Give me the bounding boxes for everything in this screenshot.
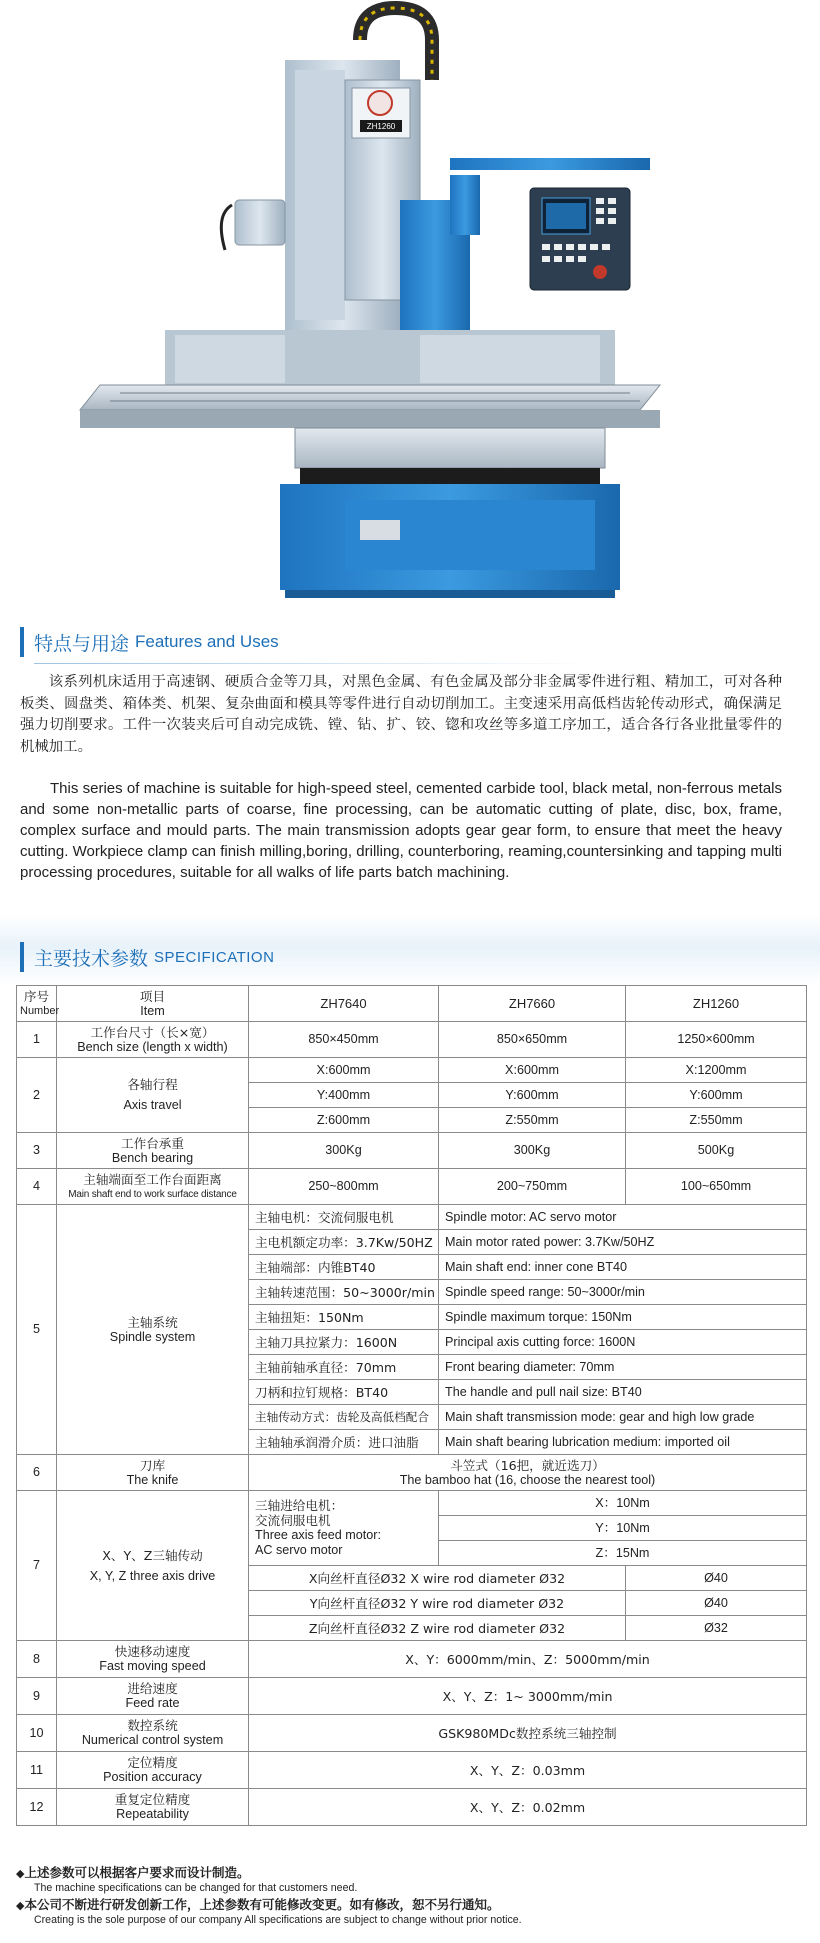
table-row (17, 1491, 807, 1516)
spindle-item-en: Main shaft transmission mode: gear and high low grade (439, 1405, 807, 1430)
row-number: 3 (17, 1133, 57, 1169)
cell-value: Y：10Nm (439, 1516, 807, 1541)
cell-value: X、Y、Z：0.03mm (249, 1752, 807, 1789)
spindle-item-en: Principal axis cutting force: 1600N (439, 1330, 807, 1355)
heading-underline (34, 663, 594, 664)
spindle-item-cn: 主电机额定功率：3.7Kw/50HZ (249, 1230, 439, 1255)
spindle-item-en: Spindle speed range: 50~3000r/min (439, 1280, 807, 1305)
features-title-en: Features and Uses (135, 632, 279, 651)
cell-value: Z：15Nm (439, 1541, 807, 1566)
features-text-en: This series of machine is suitable for high-speed steel, cemented carbide tool, black metal, non-ferrous metals and some non-metallic parts of coarse, fine processing, can be automatic cutting of plate, disc, box, frame, complex surface and mould parts. The main transmission adopts gear gear form, to ensure that meet the heavy cutting. Workpiece clamp can finish milling,boring, drilling, counterboring, reaming,countersinking and tapping multi processing procedures, suitable for all walks of life parts batch machining. (20, 780, 782, 881)
row-item: 定位精度 Position accuracy (57, 1752, 249, 1789)
cell-value: 850×450mm (249, 1022, 439, 1058)
spindle-item-en: Spindle maximum torque: 150Nm (439, 1305, 807, 1330)
row-number: 11 (17, 1752, 57, 1789)
spindle-item-cn: 主轴扭矩：150Nm (249, 1305, 439, 1330)
table-row (17, 1058, 807, 1083)
feed-motor-cell: 三轴进给电机： 交流伺服电机 Three axis feed motor: AC servo motor (249, 1491, 439, 1566)
header-model: ZH7660 (439, 986, 626, 1022)
spec-title-cn: 主要技术参数 (34, 947, 149, 970)
table-row (17, 1022, 807, 1058)
cell-value: X、Y：6000mm/min、Z：5000mm/min (249, 1641, 807, 1678)
machine-photo (0, 0, 820, 610)
table-row (17, 1133, 807, 1169)
spindle-item-en: Front bearing diameter: 70mm (439, 1355, 807, 1380)
cell-value: 斗笠式（16把，就近选刀） The bamboo hat (16, choose the nearest tool) (249, 1455, 807, 1491)
row-number: 4 (17, 1169, 57, 1205)
brand-logo (368, 91, 392, 115)
row-item: 数控系统 Numerical control system (57, 1715, 249, 1752)
cell-value: Y:600mm (626, 1083, 807, 1108)
table-row (17, 1205, 807, 1230)
cell-value: 300Kg (439, 1133, 626, 1169)
screw-label: Z向丝杆直径Ø32 Z wire rod diameter Ø32 (249, 1616, 626, 1641)
row-item: 刀库 The knife (57, 1455, 249, 1491)
row-item: 进给速度 Feed rate (57, 1678, 249, 1715)
cell-value: 1250×600mm (626, 1022, 807, 1058)
header-model: ZH7640 (249, 986, 439, 1022)
cell-value: 100~650mm (626, 1169, 807, 1205)
cell-value: Ø40 (626, 1591, 807, 1616)
row-number: 1 (17, 1022, 57, 1058)
note-en: Creating is the sole purpose of our company All specifications are subject to change without prior notice. (34, 1914, 522, 1926)
spindle-item-cn: 主轴端部：内锥BT40 (249, 1255, 439, 1280)
table-row (17, 1752, 807, 1789)
cell-value: X、Y、Z：1~ 3000mm/min (249, 1678, 807, 1715)
row-number: 8 (17, 1641, 57, 1678)
cell-value: Y:600mm (439, 1083, 626, 1108)
row-number: 7 (17, 1491, 57, 1641)
features-text-cn: 该系列机床适用于高速钢、硬质合金等刀具，对黑色金属、有色金属及部分非金属零件进行粗、精加工，可对各种板类、圆盘类、箱体类、机架、复杂曲面和模具等零件进行自动切削加工。主变速采用高低档齿轮传动形式，确保满足强力切削要求。工件一次装夹后可自动完成铣、镗、钻、扩、铰、锪和攻丝等多道工序加工，适合各行各业批量零件的机械加工。 (20, 674, 782, 755)
spindle-item-en: The handle and pull nail size: BT40 (439, 1380, 807, 1405)
row-number: 6 (17, 1455, 57, 1491)
row-item: 工作台尺寸（长×宽） Bench size (length x width) (57, 1022, 249, 1058)
footnotes (16, 1866, 806, 1930)
model-plate-text: ZH1260 (366, 122, 396, 131)
table-header-row (17, 986, 807, 1022)
cell-value: Ø32 (626, 1616, 807, 1641)
spec-table (16, 985, 807, 1826)
table-row (17, 1678, 807, 1715)
cell-value: 500Kg (626, 1133, 807, 1169)
header-number: 序号 Number (17, 986, 57, 1022)
row-item: 工作台承重 Bench bearing (57, 1133, 249, 1169)
spindle-item-cn: 主轴刀具拉紧力：1600N (249, 1330, 439, 1355)
table-row (17, 1169, 807, 1205)
table-row (17, 1715, 807, 1752)
header-item: 项目 Item (57, 986, 249, 1022)
row-item: X、Y、Z三轴传动 X, Y, Z three axis drive (57, 1491, 249, 1641)
cell-value: X:600mm (249, 1058, 439, 1083)
screw-label: Y向丝杆直径Ø32 Y wire rod diameter Ø32 (249, 1591, 626, 1616)
cell-value: X、Y、Z：0.02mm (249, 1789, 807, 1826)
row-number: 2 (17, 1058, 57, 1133)
diamond-bullet-icon: ◆ (16, 1867, 25, 1880)
note-cn: ◆上述参数可以根据客户要求而设计制造。 (16, 1865, 250, 1880)
row-number: 5 (17, 1205, 57, 1455)
row-item: 主轴系统 Spindle system (57, 1205, 249, 1455)
table-row (17, 1455, 807, 1491)
spindle-item-en: Main motor rated power: 3.7Kw/50HZ (439, 1230, 807, 1255)
spec-title-en: SPECIFICATION (154, 948, 275, 966)
cell-value: X：10Nm (439, 1491, 807, 1516)
cell-value: Y:400mm (249, 1083, 439, 1108)
row-number: 10 (17, 1715, 57, 1752)
screw-label: X向丝杆直径Ø32 X wire rod diameter Ø32 (249, 1566, 626, 1591)
features-title-cn: 特点与用途 (34, 632, 130, 655)
cell-value: 250~800mm (249, 1169, 439, 1205)
heading-bar (20, 942, 24, 972)
spec-heading (20, 940, 274, 974)
spindle-item-cn: 主轴电机：交流伺服电机 (249, 1205, 439, 1230)
diamond-bullet-icon: ◆ (16, 1899, 25, 1912)
cell-value: GSK980MDc数控系统三轴控制 (249, 1715, 807, 1752)
header-model: ZH1260 (626, 986, 807, 1022)
spindle-item-cn: 主轴轴承润滑介质：进口油脂 (249, 1430, 439, 1455)
cell-value: Z:550mm (439, 1108, 626, 1133)
spindle-item-cn: 主轴传动方式：齿轮及高低档配合 (249, 1405, 439, 1430)
features-heading (20, 625, 800, 659)
spindle-item-cn: 主轴转速范围：50~3000r/min (249, 1280, 439, 1305)
spindle-item-en: Main shaft end: inner cone BT40 (439, 1255, 807, 1280)
cell-value: Z:600mm (249, 1108, 439, 1133)
table-row (17, 1641, 807, 1678)
row-item: 快速移动速度 Fast moving speed (57, 1641, 249, 1678)
spindle-item-en: Spindle motor: AC servo motor (439, 1205, 807, 1230)
spindle-item-cn: 主轴前轴承直径：70mm (249, 1355, 439, 1380)
spindle-item-cn: 刀柄和拉钉规格：BT40 (249, 1380, 439, 1405)
note-en: The machine specifications can be changed for that customers need. (34, 1882, 358, 1894)
heading-bar (20, 627, 24, 657)
cell-value: Ø40 (626, 1566, 807, 1591)
row-item: 重复定位精度 Repeatability (57, 1789, 249, 1826)
cell-value: 300Kg (249, 1133, 439, 1169)
cell-value: X:600mm (439, 1058, 626, 1083)
row-item: 各轴行程 Axis travel (57, 1058, 249, 1133)
note-cn: ◆本公司不断进行研发创新工作，上述参数有可能修改变更。如有修改，恕不另行通知。 (16, 1897, 500, 1912)
spindle-item-en: Main shaft bearing lubrication medium: imported oil (439, 1430, 807, 1455)
cell-value: Z:550mm (626, 1108, 807, 1133)
cell-value: 850×650mm (439, 1022, 626, 1058)
cell-value: X:1200mm (626, 1058, 807, 1083)
cell-value: 200~750mm (439, 1169, 626, 1205)
row-number: 12 (17, 1789, 57, 1826)
row-item: 主轴端面至工作台面距离 Main shaft end to work surface distance (57, 1169, 249, 1205)
row-number: 9 (17, 1678, 57, 1715)
table-row (17, 1789, 807, 1826)
